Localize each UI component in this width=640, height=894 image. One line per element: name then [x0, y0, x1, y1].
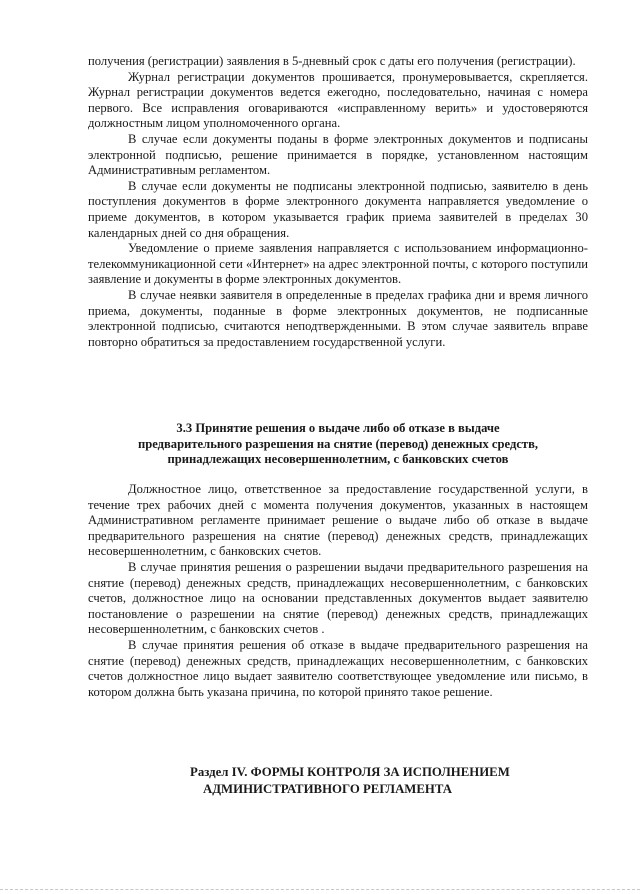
heading-line-1: 3.3 Принятие решения о выдаче либо об отказе в выдаче	[176, 421, 500, 435]
paragraph-3: В случае если документы поданы в форме электронных документов и подписаны электронной подписью, решение принимается в порядке, установленном настоящим Административным регламентом.	[88, 131, 588, 178]
section-3-3-heading	[88, 421, 588, 468]
heading-line-3: принадлежащих несовершеннолетним, с банковских счетов	[167, 452, 509, 467]
paragraph-4: В случае если документы не подписаны электронной подписью, заявителю в день поступления документов в форме электронного документа направляется уведомление о приеме документов, в котором указывается график приема заявителей в пределах 30 календарных дней со дня обращения.	[88, 178, 588, 240]
body-text-top	[88, 54, 588, 350]
paragraph-9: В случае принятия решения об отказе в выдаче предварительного разрешения на снятие (перевод) денежных средств, принадлежащих несовершеннолетним, с банковских счетов должностное лицо выдает заявителю соответствующее уведомление или письмо, в котором должна быть указана причина, по которой принято такое решение.	[88, 637, 588, 699]
section-iv-heading	[190, 764, 610, 798]
body-text-bottom	[88, 482, 588, 700]
paragraph-1: получения (регистрации) заявления в 5-дневный срок с даты его получения (регистрации).	[88, 54, 576, 68]
section-iv-line-1: Раздел IV. ФОРМЫ КОНТРОЛЯ ЗА ИСПОЛНЕНИЕМ	[190, 765, 510, 779]
paragraph-7: Должностное лицо, ответственное за предоставление государственной услуги, в течение трех рабочих дней с момента получения документов, указанных в настоящем Административном регламенте принимает решение о выдаче либо об отказе в выдаче предварительного разрешения на снятие (перевод) денежных средств, принадлежащих несовершеннолетним, с банковских счетов.	[88, 482, 588, 559]
paragraph-6: В случае неявки заявителя в определенные в пределах графика дни и время личного приема, документы, поданные в форме электронных документов, не подписанные электронной подписью, считаются неподтвержденными. В этом случае заявитель вправе повторно обратиться за предоставлением государственной услуги.	[88, 287, 588, 349]
section-iv-line-2: АДМИНИСТРАТИВНОГО РЕГЛАМЕНТА	[203, 782, 453, 796]
paragraph-5: Уведомление о приеме заявления направляется с использованием информационно-телекоммуникационной сети «Интернет» на адрес электронной почты, с которого поступили заявление и документы в форме электронных документов.	[88, 241, 588, 287]
paragraph-2: Журнал регистрации документов прошивается, пронумеровывается, скрепляется. Журнал регистрации документов ведется ежегодно, последовательно, начиная с номера первого. Все исправления оговариваются «исправленному верить» и удостоверяются должностным лицом уполномоченного органа.	[88, 69, 588, 131]
heading-line-2: предварительного разрешения на снятие (перевод) денежных средств,	[137, 436, 539, 451]
paragraph-8: В случае принятия решения о разрешении выдачи предварительного разрешения на снятие (перевод) денежных средств, принадлежащих несовершеннолетним, с банковских счетов, должностное лицо на основании представленных документов выдает заявителю постановление о разрешении на снятие (перевод) денежных средств, принадлежащих несовершеннолетним, с банковских счетов .	[88, 559, 588, 637]
page-bottom-edge	[0, 889, 640, 890]
